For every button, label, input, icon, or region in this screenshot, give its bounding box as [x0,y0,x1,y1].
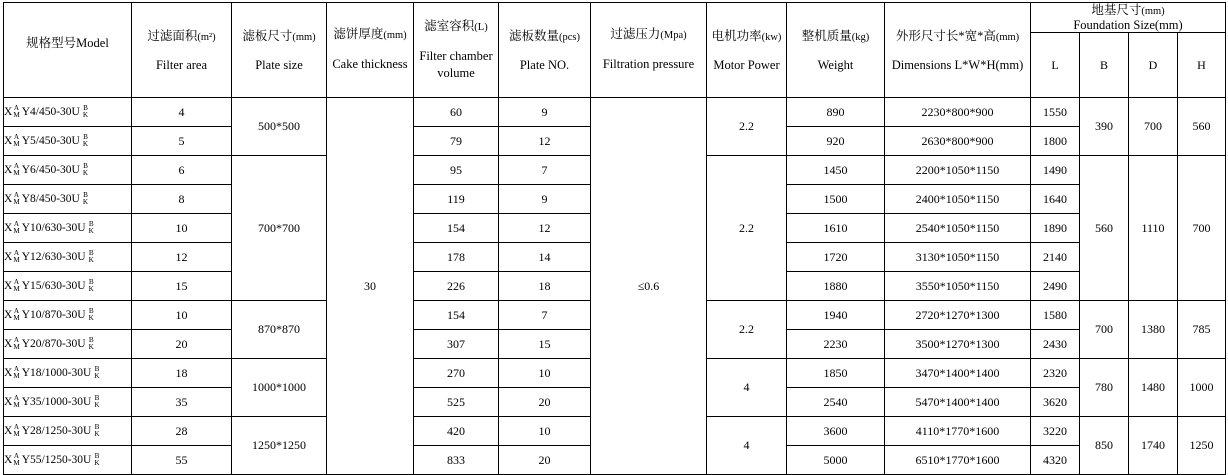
cell-plate-no: 14 [499,243,591,272]
model-prefix: X [4,192,13,205]
model-stack-left: A M [13,220,20,236]
cell-motor-power: 2.2 [707,301,787,359]
cell-filtration-pressure: ≤0.6 [591,98,707,475]
cell-chamber-volume: 525 [414,388,499,417]
cell-filter-area: 20 [132,330,232,359]
cell-chamber-volume: 95 [414,156,499,185]
cell-motor-power: 2.2 [707,98,787,156]
cell-model [4,446,132,475]
cell-foundation-l: 2320 [1031,359,1080,388]
model-stack-right: B K [94,394,100,410]
header-foundation: 地基尺寸(mm) Foundation Size(mm) [1031,3,1226,33]
cell-foundation-l: 1890 [1031,214,1080,243]
cell-dimensions: 3470*1400*1400 [885,359,1031,388]
table-header [4,3,1226,98]
model-prefix: X [4,366,13,379]
cell-filter-area: 18 [132,359,232,388]
cell-filter-area: 10 [132,214,232,243]
cell-foundation-h: 700 [1178,156,1226,301]
header-model: 规格型号Model [4,3,132,98]
cell-model [4,127,132,156]
cell-foundation-l: 3620 [1031,388,1080,417]
model-prefix: X [4,250,13,263]
model-prefix: X [4,105,13,118]
cell-foundation-l: 1580 [1031,301,1080,330]
model-main: Y8/450-30U [21,192,80,205]
cell-foundation-l: 1550 [1031,98,1080,127]
cell-motor-power: 2.2 [707,156,787,301]
model-stack-left: A M [13,423,20,439]
model-stack-right: B K [88,220,94,236]
cell-filter-area: 10 [132,301,232,330]
cell-foundation-d: 1480 [1129,359,1178,417]
model-stack-left: A M [13,365,20,381]
cell-foundation-d: 1380 [1129,301,1178,359]
model-main: Y6/450-30U [21,163,80,176]
header-foundation-b: B [1080,33,1129,98]
cell-filter-area: 5 [132,127,232,156]
cell-chamber-volume: 307 [414,330,499,359]
cell-chamber-volume: 270 [414,359,499,388]
cell-foundation-b: 560 [1080,156,1129,301]
header-foundation-l: L [1031,33,1080,98]
cell-foundation-h: 785 [1178,301,1226,359]
cell-plate-no: 9 [499,185,591,214]
cell-weight: 2230 [787,330,885,359]
model-stack-left: A M [13,191,20,207]
cell-plate-no: 10 [499,359,591,388]
model-stack-left: A M [13,278,20,294]
cell-foundation-b: 390 [1080,98,1129,156]
cell-weight: 890 [787,98,885,127]
model-main: Y35/1000-30U [21,395,92,408]
cell-motor-power: 4 [707,359,787,417]
cell-model [4,272,132,301]
model-stack-right: B K [82,133,89,149]
cell-foundation-d: 700 [1129,98,1178,156]
cell-dimensions: 3550*1050*1150 [885,272,1031,301]
model-prefix: X [4,308,13,321]
model-stack-left: A M [13,394,20,410]
cell-plate-size: 870*870 [232,301,327,359]
header-filtration-pressure: 过滤压力(Mpa) Filtration pressure [591,3,707,98]
cell-model [4,243,132,272]
cell-plate-size: 500*500 [232,98,327,156]
cell-model [4,301,132,330]
cell-plate-no: 7 [499,156,591,185]
cell-chamber-volume: 119 [414,185,499,214]
cell-motor-power: 4 [707,417,787,475]
cell-weight: 920 [787,127,885,156]
cell-plate-no: 10 [499,417,591,446]
header-row-main [4,3,1226,33]
cell-chamber-volume: 154 [414,301,499,330]
cell-plate-no: 12 [499,214,591,243]
cell-chamber-volume: 420 [414,417,499,446]
cell-foundation-b: 780 [1080,359,1129,417]
model-stack-left: A M [13,133,20,149]
model-stack-left: A M [13,452,20,468]
cell-weight: 1940 [787,301,885,330]
model-prefix: X [4,424,13,437]
cell-chamber-volume: 226 [414,272,499,301]
header-foundation-d: D [1129,33,1178,98]
cell-plate-size: 1250*1250 [232,417,327,475]
model-prefix: X [4,395,13,408]
model-main: Y12/630-30U [21,250,86,263]
cell-plate-size: 700*700 [232,156,327,301]
cell-weight: 1500 [787,185,885,214]
model-stack-right: B K [82,162,89,178]
model-prefix: X [4,337,13,350]
cell-foundation-h: 560 [1178,98,1226,156]
cell-filter-area: 6 [132,156,232,185]
cell-filter-area: 35 [132,388,232,417]
model-prefix: X [4,279,13,292]
model-stack-right: B K [88,336,94,352]
cell-dimensions: 2630*800*900 [885,127,1031,156]
cell-filter-area: 28 [132,417,232,446]
cell-plate-no: 7 [499,301,591,330]
model-main: Y5/450-30U [21,134,80,147]
cell-foundation-l: 1490 [1031,156,1080,185]
model-stack-left: A M [13,162,20,178]
model-stack-left: A M [13,104,20,120]
model-stack-right: B K [88,307,94,323]
model-stack-right: B K [88,249,94,265]
cell-dimensions: 2230*800*900 [885,98,1031,127]
model-stack-right: B K [82,104,89,120]
header-filter-area: 过滤面积(m²) Filter area [132,3,232,98]
cell-filter-area: 8 [132,185,232,214]
cell-foundation-b: 700 [1080,301,1129,359]
cell-weight: 1850 [787,359,885,388]
cell-model [4,156,132,185]
model-main: Y28/1250-30U [21,424,92,437]
cell-foundation-l: 1640 [1031,185,1080,214]
cell-chamber-volume: 154 [414,214,499,243]
table-body [4,98,1226,475]
cell-dimensions: 3130*1050*1150 [885,243,1031,272]
header-plate-no: 滤板数量(pcs) Plate NO. [499,3,591,98]
cell-filter-area: 15 [132,272,232,301]
cell-plate-no: 9 [499,98,591,127]
model-stack-right: B K [94,423,100,439]
header-cake-thickness: 滤饼厚度(mm) Cake thickness [327,3,414,98]
cell-chamber-volume: 60 [414,98,499,127]
cell-foundation-h: 1000 [1178,359,1226,417]
header-motor-power: 电机功率(kw) Motor Power [707,3,787,98]
cell-foundation-l: 3220 [1031,417,1080,446]
cell-weight: 1720 [787,243,885,272]
cell-plate-no: 20 [499,446,591,475]
model-main: Y4/450-30U [21,105,80,118]
header-weight: 整机质量(kg) Weight [787,3,885,98]
table-row [4,98,1226,127]
header-dimensions: 外形尺寸长*宽*高(mm) Dimensions L*W*H(mm) [885,3,1031,98]
cell-filter-area: 12 [132,243,232,272]
cell-plate-no: 12 [499,127,591,156]
cell-chamber-volume: 178 [414,243,499,272]
cell-filter-area: 4 [132,98,232,127]
model-prefix: X [4,453,13,466]
model-stack-right: B K [88,278,94,294]
cell-dimensions: 5470*1400*1400 [885,388,1031,417]
cell-foundation-l: 2490 [1031,272,1080,301]
model-prefix: X [4,163,13,176]
cell-foundation-l: 2140 [1031,243,1080,272]
model-prefix: X [4,221,13,234]
model-stack-left: A M [13,249,20,265]
model-prefix: X [4,134,13,147]
cell-model [4,185,132,214]
cell-model [4,359,132,388]
model-stack-left: A M [13,307,20,323]
cell-dimensions: 2720*1270*1300 [885,301,1031,330]
cell-cake-thickness: 30 [327,98,414,475]
model-main: Y15/630-30U [21,279,86,292]
header-foundation-h: H [1178,33,1226,98]
cell-dimensions: 6510*1770*1600 [885,446,1031,475]
cell-plate-size: 1000*1000 [232,359,327,417]
header-plate-size: 滤板尺寸(mm) Plate size [232,3,327,98]
cell-dimensions: 3500*1270*1300 [885,330,1031,359]
cell-model [4,214,132,243]
cell-plate-no: 20 [499,388,591,417]
cell-foundation-l: 1800 [1031,127,1080,156]
cell-dimensions: 4110*1770*1600 [885,417,1031,446]
cell-model [4,330,132,359]
cell-chamber-volume: 833 [414,446,499,475]
cell-weight: 1450 [787,156,885,185]
cell-filter-area: 55 [132,446,232,475]
cell-foundation-l: 2430 [1031,330,1080,359]
cell-dimensions: 2540*1050*1150 [885,214,1031,243]
cell-plate-no: 18 [499,272,591,301]
cell-foundation-l: 4320 [1031,446,1080,475]
spec-sheet [0,2,1228,468]
model-main: Y10/630-30U [21,221,86,234]
cell-weight: 2540 [787,388,885,417]
model-main: Y20/870-30U [21,337,86,350]
model-stack-right: B K [94,452,100,468]
model-main: Y18/1000-30U [21,366,92,379]
cell-weight: 1610 [787,214,885,243]
specification-table [3,2,1226,475]
model-stack-right: B K [82,191,89,207]
model-stack-left: A M [13,336,20,352]
cell-chamber-volume: 79 [414,127,499,156]
cell-model [4,417,132,446]
model-main: Y55/1250-30U [21,453,92,466]
header-chamber-volume: 滤室容积(L) Filter chamber volume [414,3,499,98]
cell-weight: 1880 [787,272,885,301]
cell-foundation-b: 850 [1080,417,1129,475]
cell-dimensions: 2400*1050*1150 [885,185,1031,214]
model-stack-right: B K [94,365,100,381]
cell-foundation-d: 1110 [1129,156,1178,301]
cell-dimensions: 2200*1050*1150 [885,156,1031,185]
cell-model [4,388,132,417]
cell-foundation-h: 1250 [1178,417,1226,475]
cell-weight: 3600 [787,417,885,446]
model-main: Y10/870-30U [21,308,86,321]
cell-plate-no: 15 [499,330,591,359]
cell-foundation-d: 1740 [1129,417,1178,475]
cell-model [4,98,132,127]
cell-weight: 5000 [787,446,885,475]
